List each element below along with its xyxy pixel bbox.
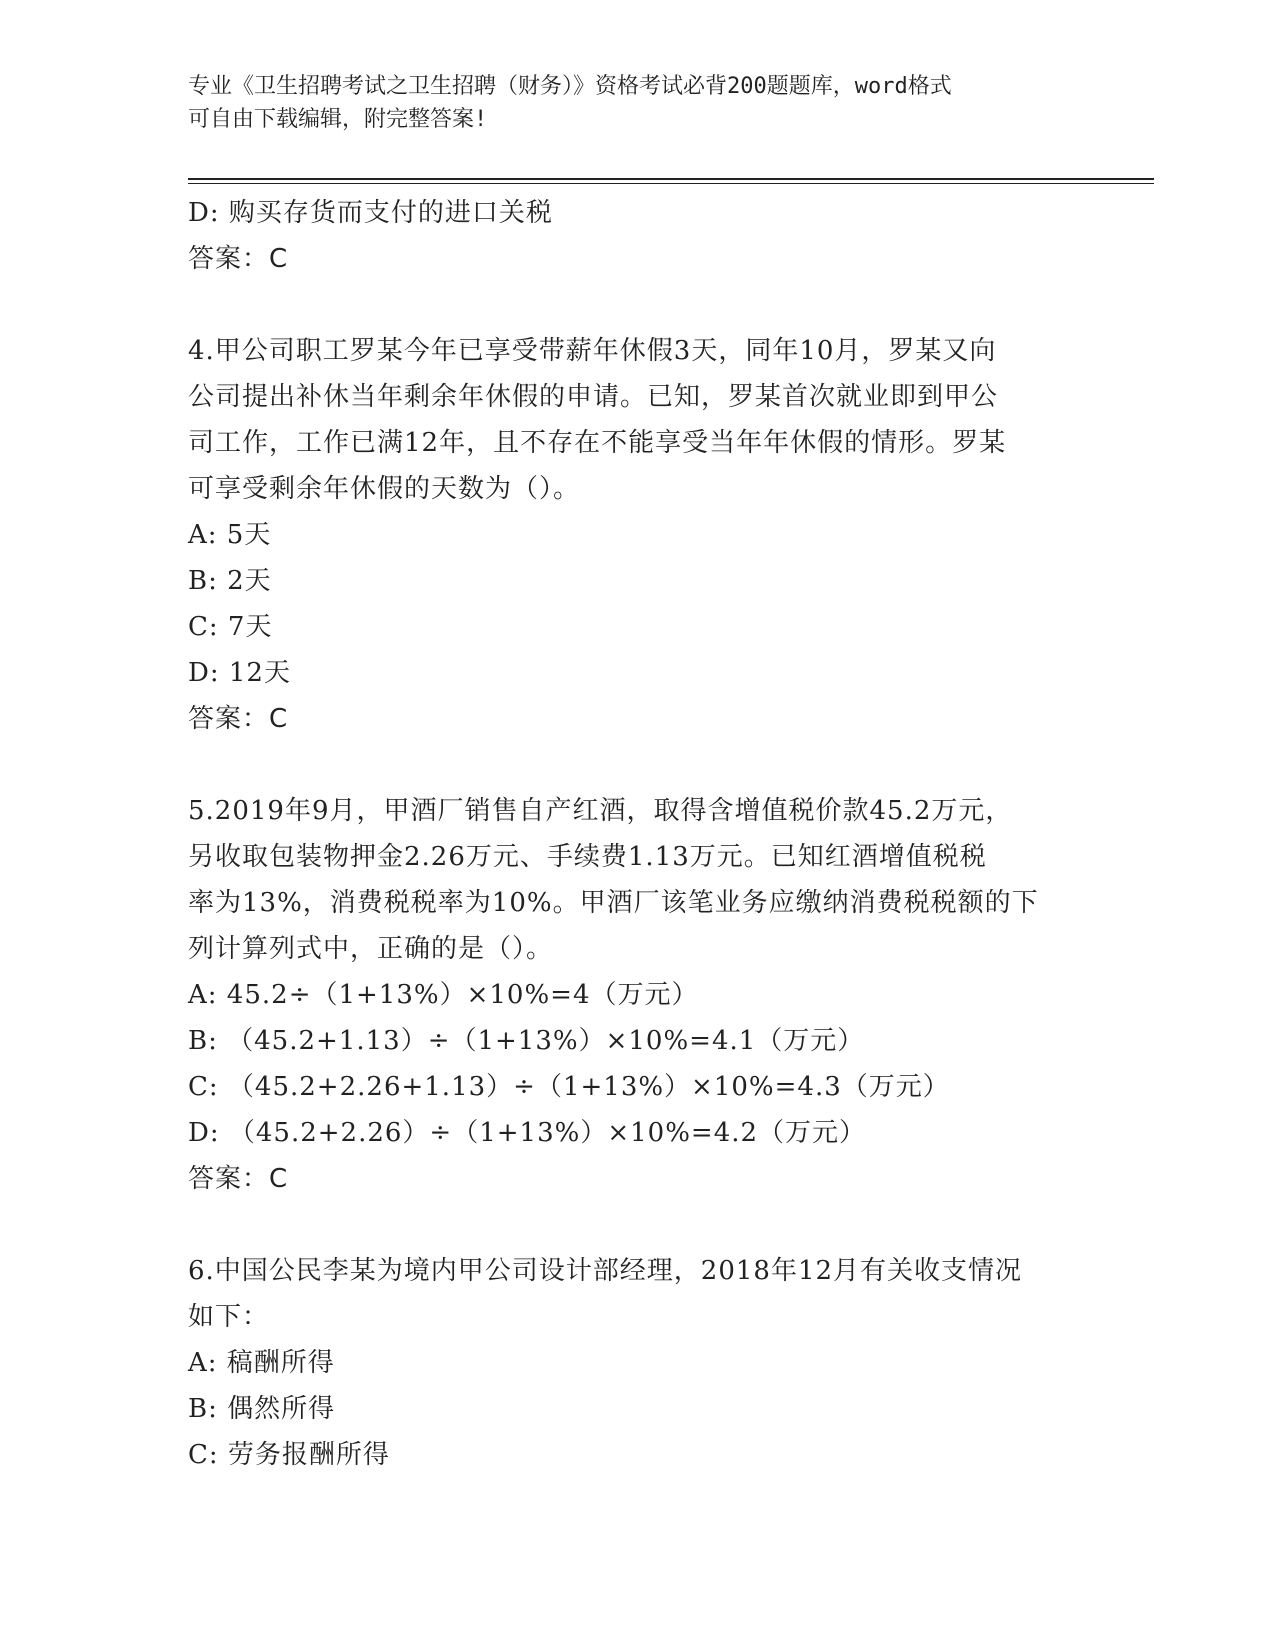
spacer xyxy=(188,742,1088,788)
question-stem-line: 司工作，工作已满12年，且不存在不能享受当年年休假的情形。罗某 xyxy=(188,428,1007,458)
question-stem-line: 6.中国公民李某为境内甲公司设计部经理，2018年12月有关收支情况 xyxy=(188,1256,1023,1286)
question-stem-line: 4.甲公司职工罗某今年已享受带薪年休假3天，同年10月，罗某又向 xyxy=(188,336,997,366)
question-stem-line: 5.2019年9月，甲酒厂销售自产红酒，取得含增值税价款45.2万元， xyxy=(188,796,1013,826)
question-stem-line: 公司提出补休当年剩余年休假的申请。已知，罗某首次就业即到甲公 xyxy=(188,382,999,412)
question-4 xyxy=(188,328,1088,742)
question-stem-line: 另收取包装物押金2.26万元、手续费1.13万元。已知红酒增值税税 xyxy=(188,842,987,872)
question-3-continued xyxy=(188,190,1088,282)
option-b: B: 偶然所得 xyxy=(188,1394,336,1424)
header-divider-thick xyxy=(188,178,1154,180)
document-body xyxy=(188,190,1088,1478)
header-line-1: 专业《卫生招聘考试之卫生招聘（财务）》资格考试必背200题题库，word格式 xyxy=(188,74,952,99)
spacer xyxy=(188,282,1088,328)
answer-line: 答案：C xyxy=(188,1164,289,1194)
spacer xyxy=(188,1202,1088,1248)
question-6 xyxy=(188,1248,1088,1478)
header-divider-thin xyxy=(188,183,1154,184)
option-d: D: （45.2+2.26）÷（1+13%）×10%=4.2（万元） xyxy=(188,1118,867,1148)
option-a: A: 稿酬所得 xyxy=(188,1348,335,1378)
option-c: C: 7天 xyxy=(188,612,273,642)
answer-line: 答案：C xyxy=(188,244,289,274)
answer-line: 答案：C xyxy=(188,704,289,734)
option-d: D: 购买存货而支付的进口关税 xyxy=(188,198,553,228)
option-a: A: 5天 xyxy=(188,520,272,550)
option-c: C: （45.2+2.26+1.13）÷（1+13%）×10%=4.3（万元） xyxy=(188,1072,950,1102)
option-b: B: （45.2+1.13）÷（1+13%）×10%=4.1（万元） xyxy=(188,1026,865,1056)
question-stem-line: 列计算列式中，正确的是（）。 xyxy=(188,934,554,964)
question-stem-line: 可享受剩余年休假的天数为（）。 xyxy=(188,474,581,504)
option-c: C: 劳务报酬所得 xyxy=(188,1440,390,1470)
question-stem-line: 如下： xyxy=(188,1302,270,1332)
option-b: B: 2天 xyxy=(188,566,272,596)
question-stem-line: 率为13%，消费税税率为10%。甲酒厂该笔业务应缴纳消费税税额的下 xyxy=(188,888,1039,918)
header-line-2: 可自由下载编辑，附完整答案! xyxy=(188,107,488,132)
document-header xyxy=(188,70,1088,136)
option-a: A: 45.2÷（1+13%）×10%=4（万元） xyxy=(188,980,699,1010)
question-5 xyxy=(188,788,1088,1202)
option-d: D: 12天 xyxy=(188,658,291,688)
